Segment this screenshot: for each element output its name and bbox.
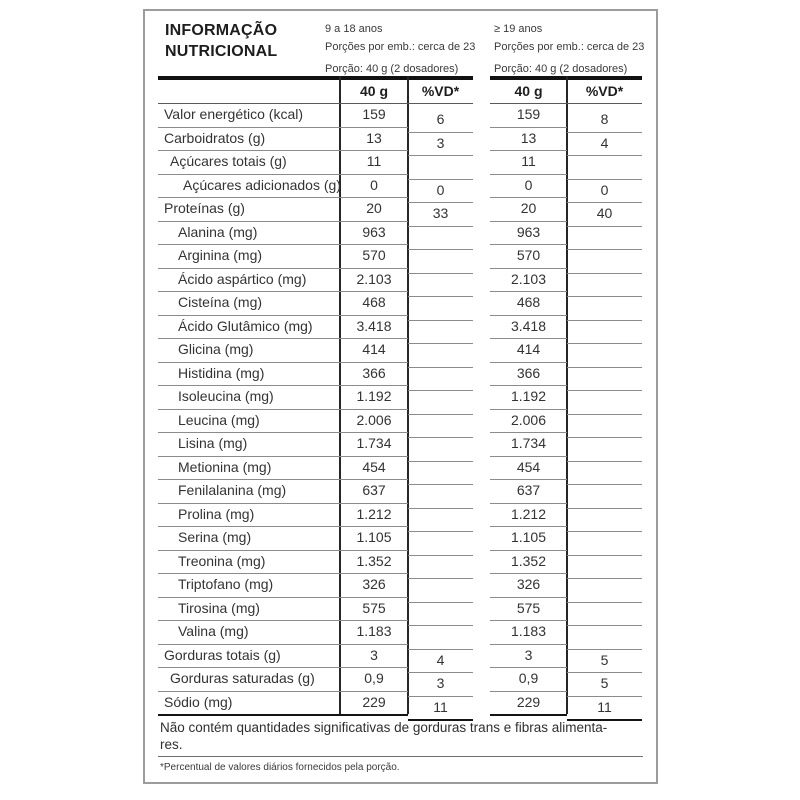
g1-dv-value	[408, 390, 473, 415]
row-spacer	[145, 597, 158, 622]
g1-dv-value: 4	[408, 649, 473, 674]
row-label: Valina (mg)	[158, 620, 340, 645]
header-spacer	[145, 80, 158, 105]
g2-amount-value: 20	[490, 197, 567, 222]
row-label: Triptofano (mg)	[158, 573, 340, 598]
g2-amount-value: 0	[490, 174, 567, 199]
g1-amount-value: 11	[340, 150, 408, 175]
g2-dv-value	[567, 508, 642, 533]
g2-dv-value: 4	[567, 132, 642, 157]
header-label-cell	[158, 80, 340, 105]
group-gap	[473, 550, 490, 575]
g2-amount-value: 637	[490, 479, 567, 504]
row-label: Isoleucina (mg)	[158, 385, 340, 410]
g1-amount-value: 0	[340, 174, 408, 199]
g2-dv-value: 40	[567, 202, 642, 227]
title-line-1: INFORMAÇÃO	[165, 22, 278, 39]
g2-amount-value: 454	[490, 456, 567, 481]
nutrition-table	[145, 80, 643, 715]
g1-amount-value: 159	[340, 103, 408, 128]
row-spacer	[145, 573, 158, 598]
g2-dv-value	[567, 437, 642, 462]
g1-amount-value: 2.006	[340, 409, 408, 434]
group-gap	[473, 479, 490, 504]
g2-amount-value: 3.418	[490, 315, 567, 340]
row-spacer	[145, 174, 158, 199]
g2-amount-value: 1.352	[490, 550, 567, 575]
g2-dv-value	[567, 484, 642, 509]
g1-dv-value: 3	[408, 132, 473, 157]
row-spacer	[145, 268, 158, 293]
group-gap	[473, 432, 490, 457]
g1-amount-value: 1.734	[340, 432, 408, 457]
row-label: Prolina (mg)	[158, 503, 340, 528]
g1-dv-column-header: %VD*	[408, 80, 473, 105]
g2-dv-value: 5	[567, 672, 642, 697]
g2-amount-value: 570	[490, 244, 567, 269]
row-label: Proteínas (g)	[158, 197, 340, 222]
row-spacer	[145, 127, 158, 152]
table-row	[145, 103, 643, 127]
row-spacer	[145, 291, 158, 316]
row-label: Tirosina (mg)	[158, 597, 340, 622]
nutrition-label-box	[143, 9, 658, 784]
g1-dv-value	[408, 625, 473, 650]
group-gap	[473, 268, 490, 293]
g2-amount-value: 963	[490, 221, 567, 246]
group-gap	[473, 127, 490, 152]
g1-amount-value: 1.105	[340, 526, 408, 551]
g2-dv-value	[567, 155, 642, 180]
g1-dv-value	[408, 508, 473, 533]
row-label: Histidina (mg)	[158, 362, 340, 387]
group-gap	[473, 150, 490, 175]
g2-dv-value	[567, 273, 642, 298]
g1-amount-value: 3	[340, 644, 408, 669]
row-spacer	[145, 385, 158, 410]
g2-dv-value	[567, 602, 642, 627]
g2-dv-value	[567, 578, 642, 603]
g1-amount-value: 454	[340, 456, 408, 481]
g1-dv-value: 0	[408, 179, 473, 204]
group-gap	[473, 526, 490, 551]
age-group-2-header	[494, 23, 664, 76]
group-gap	[473, 385, 490, 410]
g2-amount-value: 1.183	[490, 620, 567, 645]
row-label: Treonina (mg)	[158, 550, 340, 575]
group-gap	[473, 362, 490, 387]
row-spacer	[145, 667, 158, 692]
g2-amount-value: 575	[490, 597, 567, 622]
g2-dv-value	[567, 531, 642, 556]
row-spacer	[145, 362, 158, 387]
row-spacer	[145, 620, 158, 645]
row-label: Ácido Glutâmico (mg)	[158, 315, 340, 340]
row-spacer	[145, 550, 158, 575]
row-label: Carboidratos (g)	[158, 127, 340, 152]
row-spacer	[145, 244, 158, 269]
group-gap	[473, 197, 490, 222]
footnote-divider	[158, 756, 643, 757]
g2-dv-value	[567, 414, 642, 439]
group-gap	[473, 409, 490, 434]
row-label: Gorduras totais (g)	[158, 644, 340, 669]
group-gap	[473, 338, 490, 363]
g1-dv-value	[408, 343, 473, 368]
g1-dv-value	[408, 437, 473, 462]
g2-dv-value	[567, 343, 642, 368]
group-gap	[473, 315, 490, 340]
group-gap	[473, 667, 490, 692]
g2-dv-value: 0	[567, 179, 642, 204]
g2-dv-value: 8	[567, 108, 642, 133]
g1-amount-value: 3.418	[340, 315, 408, 340]
g2-dv-value	[567, 555, 642, 580]
g2-dv-value	[567, 320, 642, 345]
row-spacer	[145, 197, 158, 222]
g2-dv-value	[567, 390, 642, 415]
g1-amount-value: 2.103	[340, 268, 408, 293]
g1-amount-value: 229	[340, 691, 408, 717]
g2-amount-value: 13	[490, 127, 567, 152]
row-spacer	[145, 150, 158, 175]
g1-amount-value: 13	[340, 127, 408, 152]
g1-amount-value: 1.183	[340, 620, 408, 645]
row-label: Metionina (mg)	[158, 456, 340, 481]
row-spacer	[145, 456, 158, 481]
row-label: Sódio (mg)	[158, 691, 340, 717]
g1-amount-value: 366	[340, 362, 408, 387]
row-label: Açúcares totais (g)	[158, 150, 340, 175]
row-spacer	[145, 409, 158, 434]
g1-dv-value	[408, 226, 473, 251]
row-label: Arginina (mg)	[158, 244, 340, 269]
g2-dv-value	[567, 296, 642, 321]
g2-amount-value: 468	[490, 291, 567, 316]
row-label: Açúcares adicionados (g)	[158, 174, 340, 199]
row-label: Serina (mg)	[158, 526, 340, 551]
g1-amount-value: 20	[340, 197, 408, 222]
g1-dv-value	[408, 578, 473, 603]
row-spacer	[145, 691, 158, 717]
g1-dv-value	[408, 484, 473, 509]
row-spacer	[145, 338, 158, 363]
age-group-2-servings: Porções por emb.: cerca de 23	[494, 41, 645, 53]
g1-dv-value	[408, 414, 473, 439]
g1-dv-value: 33	[408, 202, 473, 227]
g1-amount-value: 414	[340, 338, 408, 363]
g2-amount-value: 366	[490, 362, 567, 387]
g1-amount-value: 326	[340, 573, 408, 598]
g2-dv-column-header: %VD*	[567, 80, 642, 105]
g1-dv-value: 3	[408, 672, 473, 697]
g2-amount-value: 229	[490, 691, 567, 717]
g2-amount-value: 1.105	[490, 526, 567, 551]
age-group-2-range: ≥ 19 anos	[494, 23, 543, 35]
g1-amount-value: 963	[340, 221, 408, 246]
g1-dv-value	[408, 602, 473, 627]
row-label: Alanina (mg)	[158, 221, 340, 246]
row-label: Cisteína (mg)	[158, 291, 340, 316]
age-group-2-serving-size: Porção: 40 g (2 dosadores)	[494, 63, 628, 75]
g2-amount-column-header: 40 g	[490, 80, 567, 105]
age-group-1-header	[325, 23, 495, 76]
note-line-1: Não contém quantidades significativas de gorduras trans e fibras alimenta-	[160, 720, 608, 735]
g1-amount-value: 637	[340, 479, 408, 504]
g1-amount-column-header: 40 g	[340, 80, 408, 105]
g2-amount-value: 11	[490, 150, 567, 175]
row-label: Leucina (mg)	[158, 409, 340, 434]
g2-amount-value: 159	[490, 103, 567, 128]
row-spacer	[145, 526, 158, 551]
row-label: Fenilalanina (mg)	[158, 479, 340, 504]
group-gap	[473, 456, 490, 481]
group-gap	[473, 573, 490, 598]
row-spacer	[145, 644, 158, 669]
nutrition-label-title	[165, 20, 277, 62]
g1-dv-value	[408, 367, 473, 392]
g2-amount-value: 1.734	[490, 432, 567, 457]
age-group-1-serving-size: Porção: 40 g (2 dosadores)	[325, 63, 459, 75]
group-gap	[473, 80, 490, 105]
row-label: Lisina (mg)	[158, 432, 340, 457]
g1-dv-value	[408, 461, 473, 486]
row-spacer	[145, 479, 158, 504]
g2-amount-value: 414	[490, 338, 567, 363]
row-label: Valor energético (kcal)	[158, 103, 340, 128]
g1-dv-value	[408, 249, 473, 274]
g1-dv-value: 11	[408, 696, 473, 722]
g1-amount-value: 1.352	[340, 550, 408, 575]
group-gap	[473, 174, 490, 199]
group-gap	[473, 221, 490, 246]
row-spacer	[145, 103, 158, 128]
g2-dv-value: 11	[567, 696, 642, 722]
g2-dv-value	[567, 625, 642, 650]
group-gap	[473, 244, 490, 269]
row-label: Glicina (mg)	[158, 338, 340, 363]
g2-dv-value	[567, 226, 642, 251]
group-gap	[473, 644, 490, 669]
age-group-1-servings: Porções por emb.: cerca de 23	[325, 41, 476, 53]
g2-amount-value: 3	[490, 644, 567, 669]
g2-amount-value: 2.006	[490, 409, 567, 434]
g2-dv-value	[567, 249, 642, 274]
g1-amount-value: 570	[340, 244, 408, 269]
row-spacer	[145, 315, 158, 340]
g1-dv-value	[408, 273, 473, 298]
g2-amount-value: 2.103	[490, 268, 567, 293]
g1-dv-value	[408, 531, 473, 556]
group-gap	[473, 597, 490, 622]
g2-dv-value	[567, 367, 642, 392]
nutrition-table-body	[145, 103, 643, 714]
title-line-2: NUTRICIONAL	[165, 43, 278, 60]
g1-amount-value: 575	[340, 597, 408, 622]
g1-dv-value	[408, 320, 473, 345]
g1-amount-value: 1.192	[340, 385, 408, 410]
g2-amount-value: 1.192	[490, 385, 567, 410]
g1-dv-value: 6	[408, 108, 473, 133]
row-spacer	[145, 432, 158, 457]
note-line-2: res.	[160, 736, 183, 752]
g2-dv-value	[567, 461, 642, 486]
g1-dv-value	[408, 296, 473, 321]
g1-amount-value: 1.212	[340, 503, 408, 528]
group-gap	[473, 503, 490, 528]
g1-amount-value: 0,9	[340, 667, 408, 692]
g2-amount-value: 326	[490, 573, 567, 598]
group-gap	[473, 691, 490, 717]
g1-dv-value	[408, 555, 473, 580]
row-spacer	[145, 503, 158, 528]
no-trans-fat-note	[160, 720, 648, 753]
group-gap	[473, 620, 490, 645]
table-header-row	[145, 80, 643, 104]
row-label: Gorduras saturadas (g)	[158, 667, 340, 692]
group-gap	[473, 291, 490, 316]
daily-values-footnote: *Percentual de valores diários fornecidos pela porção.	[160, 762, 400, 773]
g2-amount-value: 0,9	[490, 667, 567, 692]
g1-dv-value	[408, 155, 473, 180]
g1-amount-value: 468	[340, 291, 408, 316]
g2-amount-value: 1.212	[490, 503, 567, 528]
age-group-1-range: 9 a 18 anos	[325, 23, 383, 35]
g2-dv-value: 5	[567, 649, 642, 674]
row-spacer	[145, 221, 158, 246]
row-label: Ácido aspártico (mg)	[158, 268, 340, 293]
group-gap	[473, 103, 490, 128]
